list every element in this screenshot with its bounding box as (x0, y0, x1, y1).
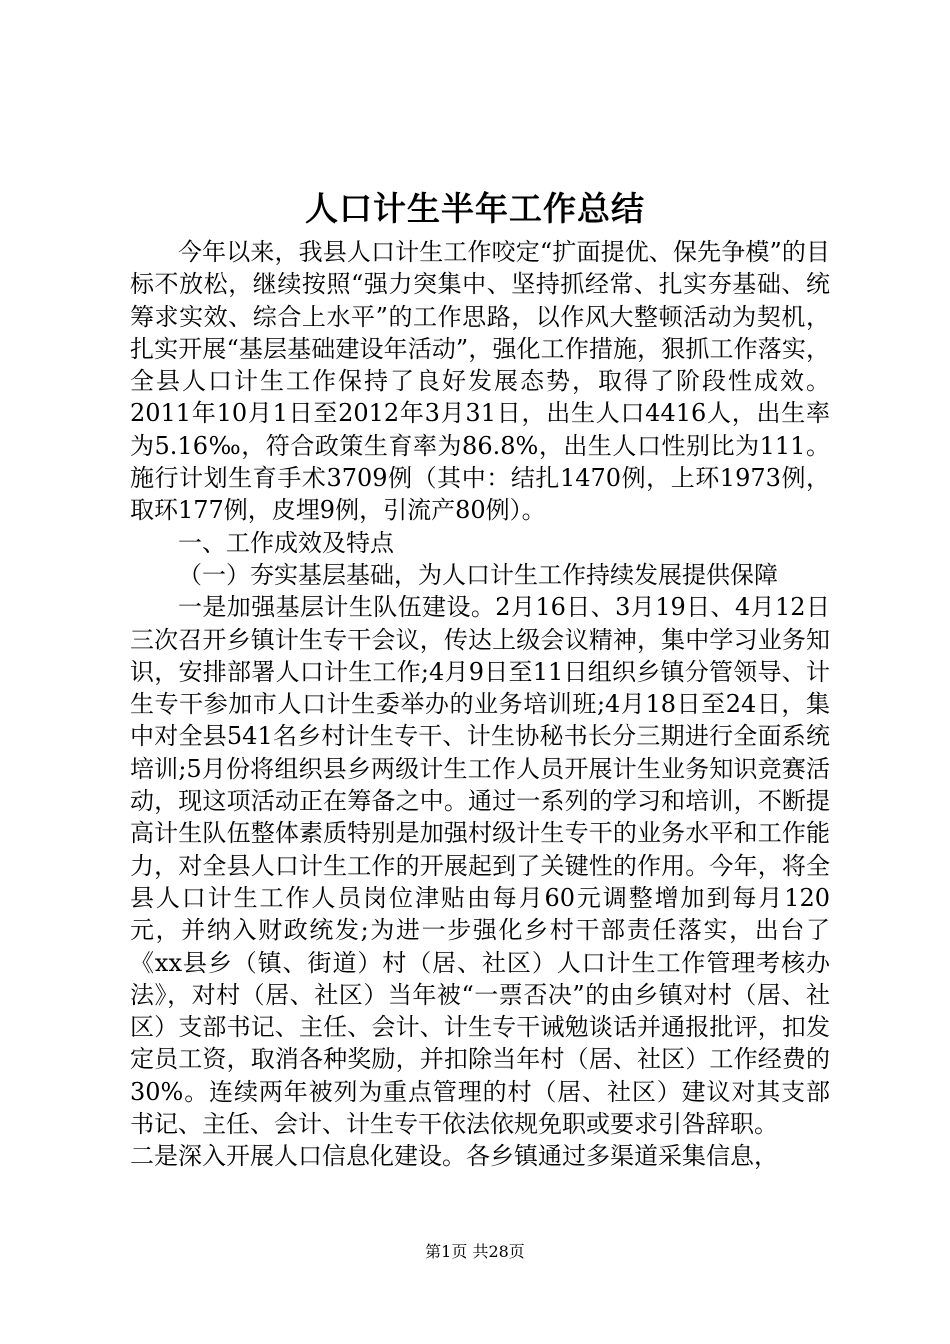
document-title: 人口计生半年工作总结 (305, 189, 645, 228)
body-paragraph: 一是加强基层计生队伍建设。2月16日、3月19日、4月12日三次召开乡镇计生专干会议，传达上级会议精神，集中学习业务知识，安排部署人口计生工作;4月9日至11日组织乡镇分管领导、计生专干参加市人口计生委举办的业务培训班;4月18日至24日，集中对全县541名乡村计生专干、计生协秘书长分三期进行全面系统培训;5月份将组织县乡两级计生工作人员开展计生业务知识竞赛活动，现这项活动正在筹备之中。通过一系列的学习和培训，不断提高计生队伍整体素质特别是加强村级计生专干的业务水平和工作能力，对全县人口计生工作的开展起到了关键性的作用。今年，将全县人口计生工作人员岗位津贴由每月60元调整增加到每月120元，并纳入财政统发;为进一步强化乡村干部责任落实，出台了《xx县乡（镇、街道）村（居、社区）人口计生工作管理考核办法》，对村（居、社区）当年被“一票否决”的由乡镇对村（居、社区）支部书记、主任、会计、计生专干诫勉谈话并通报批评，扣发定员工资，取消各种奖励，并扣除当年村（居、社区）工作经费的30%。连续两年被列为重点管理的村（居、社区）建议对其支部书记、主任、会计、计生专干依法依规免职或要求引咎辞职。 (130, 593, 830, 1139)
document-body (130, 236, 830, 1173)
body-paragraph-continued: 二是深入开展人口信息化建设。各乡镇通过多渠道采集信息， (130, 1142, 778, 1171)
subsection-heading: （一）夯实基层基础，为人口计生工作持续发展提供保障 (178, 560, 778, 589)
intro-paragraph: 今年以来，我县人口计生工作咬定“扩面提优、保先争模”的目标不放松，继续按照“强力突集中、坚持抓经常、扎实夯基础、统筹求实效、综合上水平”的工作思路，以作风大整顿活动为契机，扎实开展“基层基础建设年活动”，强化工作措施，狠抓工作落实，全县人口计生工作保持了良好发展态势，取得了阶段性成效。2011年10月1日至2012年3月31日，出生人口4416人，出生率为5.16‰，符合政策生育率为86.8%，出生人口性别比为111。施行计划生育手术3709例（其中：结扎1470例，上环1973例，取环177例，皮埋9例，引流产80例）。 (130, 238, 830, 525)
page-footer: 第1页 共28页 (425, 1242, 525, 1261)
section-heading: 一、工作成效及特点 (178, 528, 394, 557)
